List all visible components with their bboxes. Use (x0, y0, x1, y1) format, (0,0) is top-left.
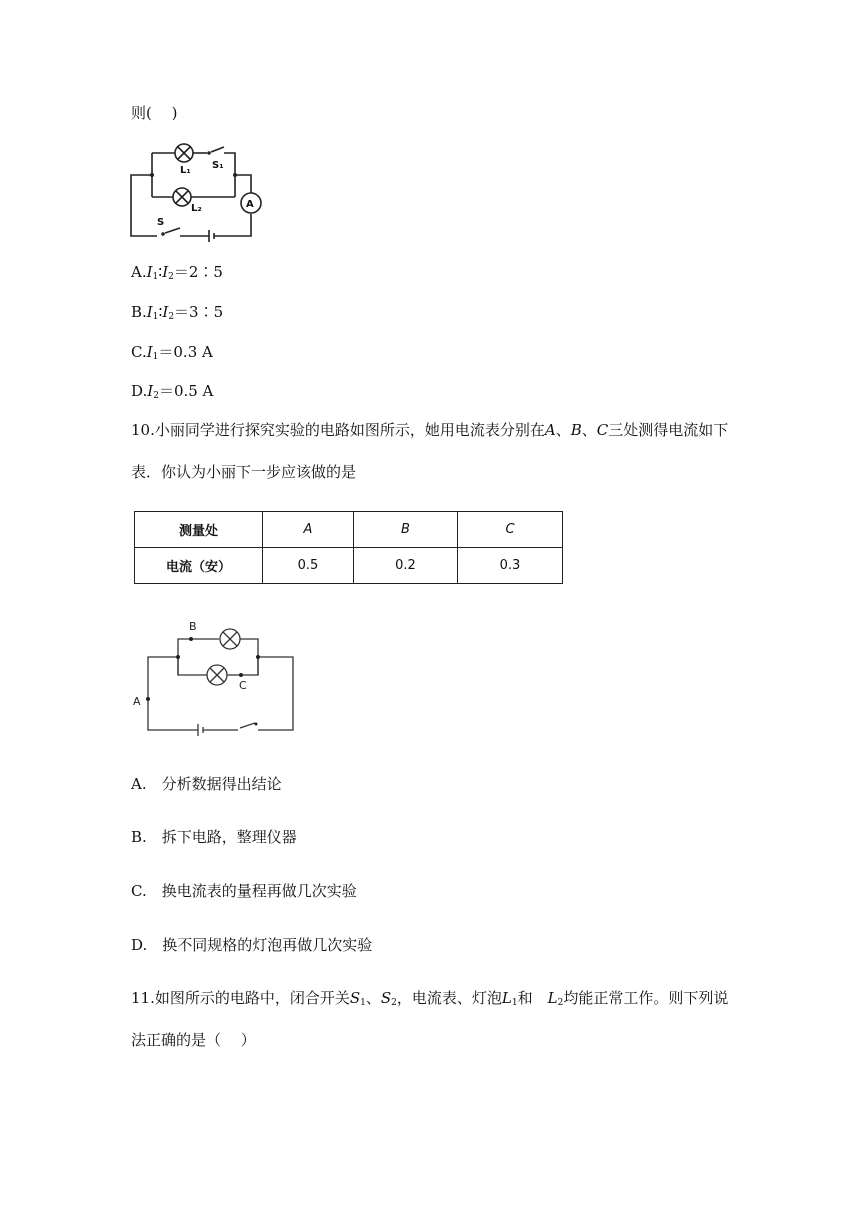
q9-label-l1: L₁ (180, 165, 191, 176)
q9-circuit-diagram (127, 133, 272, 243)
q10-option-a: A. 分析数据得出结论 (131, 775, 282, 793)
q9-option-b: $B.I_1∶I_2=3∶5$ (131, 303, 224, 322)
q9-label-l2: L₂ (191, 203, 202, 214)
q10-option-c: C. 换电流表的量程再做几次实验 (131, 882, 357, 900)
q9-stem-tail: 则( ) (131, 104, 178, 122)
table-cell: 0.3 (458, 548, 563, 584)
q9-option-d: $D.I_2=0.5$ A (131, 382, 214, 401)
q9-label-ammeter: A (246, 199, 254, 210)
table-row (135, 548, 563, 584)
q9-option-a: $A.I_1∶I_2=2∶5$ (131, 263, 223, 282)
table-header-cell: 测量处 (135, 512, 263, 548)
table-cell: 电流（安） (135, 548, 263, 584)
table-cell: 0.2 (354, 548, 458, 584)
q10-option-d: D. 换不同规格的灯泡再做几次实验 (131, 936, 373, 954)
table-header-cell: C (458, 512, 563, 548)
q10-option-b: B. 拆下电路，整理仪器 (131, 828, 297, 846)
q10-stem-line1: 10.小丽同学进行探究实验的电路如图所示，她用电流表分别在A、B、C三处测得电流如下 (131, 421, 729, 439)
q9-option-c: $C.I_1=0.3$ A (131, 343, 213, 362)
q10-label-b: B (189, 620, 197, 633)
q9-label-s1: S₁ (212, 160, 224, 171)
q9-label-s: S (157, 217, 165, 228)
q10-data-table (134, 511, 563, 584)
q10-label-c: C (239, 679, 247, 692)
q10-circuit-diagram (128, 615, 298, 740)
table-cell: 0.5 (263, 548, 354, 584)
q10-label-a: A (133, 695, 141, 708)
q11-stem-line1: 11.如图所示的电路中，闭合开关$S_1$、$S_2$，电流表、灯泡$L_1$和 $L_2$均能正常工作。则下列说 (131, 989, 729, 1008)
table-header-cell: A (263, 512, 354, 548)
table-header-row (135, 512, 563, 548)
table-header-cell: B (354, 512, 458, 548)
q10-stem-line2: 表．你认为小丽下一步应该做的是 (131, 463, 357, 481)
q11-stem-line2: 法正确的是（ ） (131, 1031, 256, 1049)
